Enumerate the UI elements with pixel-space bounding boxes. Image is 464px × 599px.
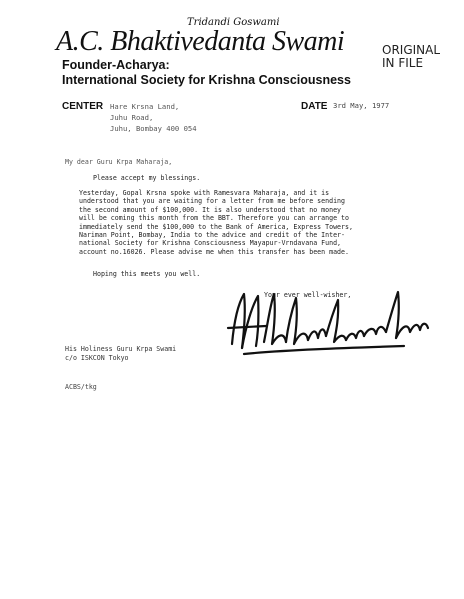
salutation: My dear Guru Krpa Maharaja, — [65, 158, 173, 166]
date-label: DATE — [301, 101, 328, 112]
center-label: CENTER — [62, 101, 104, 112]
original-in-file-stamp — [382, 44, 440, 70]
society-name: International Society for Krishna Consciousness — [62, 73, 351, 87]
recipient-line: c/o ISKCON Tokyo — [65, 354, 129, 362]
body-line: the second amount of $100,000. It is also understood that no money — [79, 205, 342, 214]
body-line: Nariman Point, Bombay, India to the advice and credit of the Inter- — [79, 231, 345, 240]
center-address — [110, 101, 197, 134]
letter-body-paragraph — [79, 189, 353, 256]
center-address-line: Juhu Road, — [110, 113, 154, 122]
stamp-line-2: IN FILE — [382, 56, 424, 70]
founder-acharya-label: Founder-Acharya: — [62, 58, 170, 72]
date-value: 3rd May, 1977 — [333, 101, 390, 110]
center-address-line: Juhu, Bombay 400 054 — [110, 124, 197, 133]
body-line: account no.16026. Please advise me when this transfer has been made. — [79, 247, 349, 256]
recipient-block — [65, 345, 176, 363]
handwritten-signature — [224, 282, 432, 368]
center-address-line: Hare Krsna Land, — [110, 102, 180, 111]
stamp-line-1: ORIGINAL — [382, 43, 441, 57]
letterhead-name: A.C. Bhaktivedanta Swami — [56, 26, 345, 57]
body-line: Yesterday, Gopal Krsna spoke with Ramesvara Maharaja, and it is — [79, 189, 330, 197]
hoping-line: Hoping this meets you well. — [93, 270, 201, 278]
closing-line: Your ever well-wisher, — [264, 291, 352, 299]
reference-initials: ACBS/tkg — [65, 383, 97, 391]
tridandi-goswami-title: Tridandi Goswami — [187, 17, 280, 28]
recipient-line: His Holiness Guru Krpa Swami — [65, 345, 177, 353]
body-line: will be coming this month from the BBT. Therefore you can arrange to — [79, 214, 349, 223]
blessings-line: Please accept my blessings. — [93, 174, 201, 182]
body-line: national Society for Krishna Consciousness Mayapur-Vrndavana Fund, — [79, 239, 342, 248]
body-line: understood that you are waiting for a letter from me before sending — [79, 197, 345, 206]
body-line: immediately send the $100,000 to the Bank of America, Express Towers, — [79, 222, 353, 231]
